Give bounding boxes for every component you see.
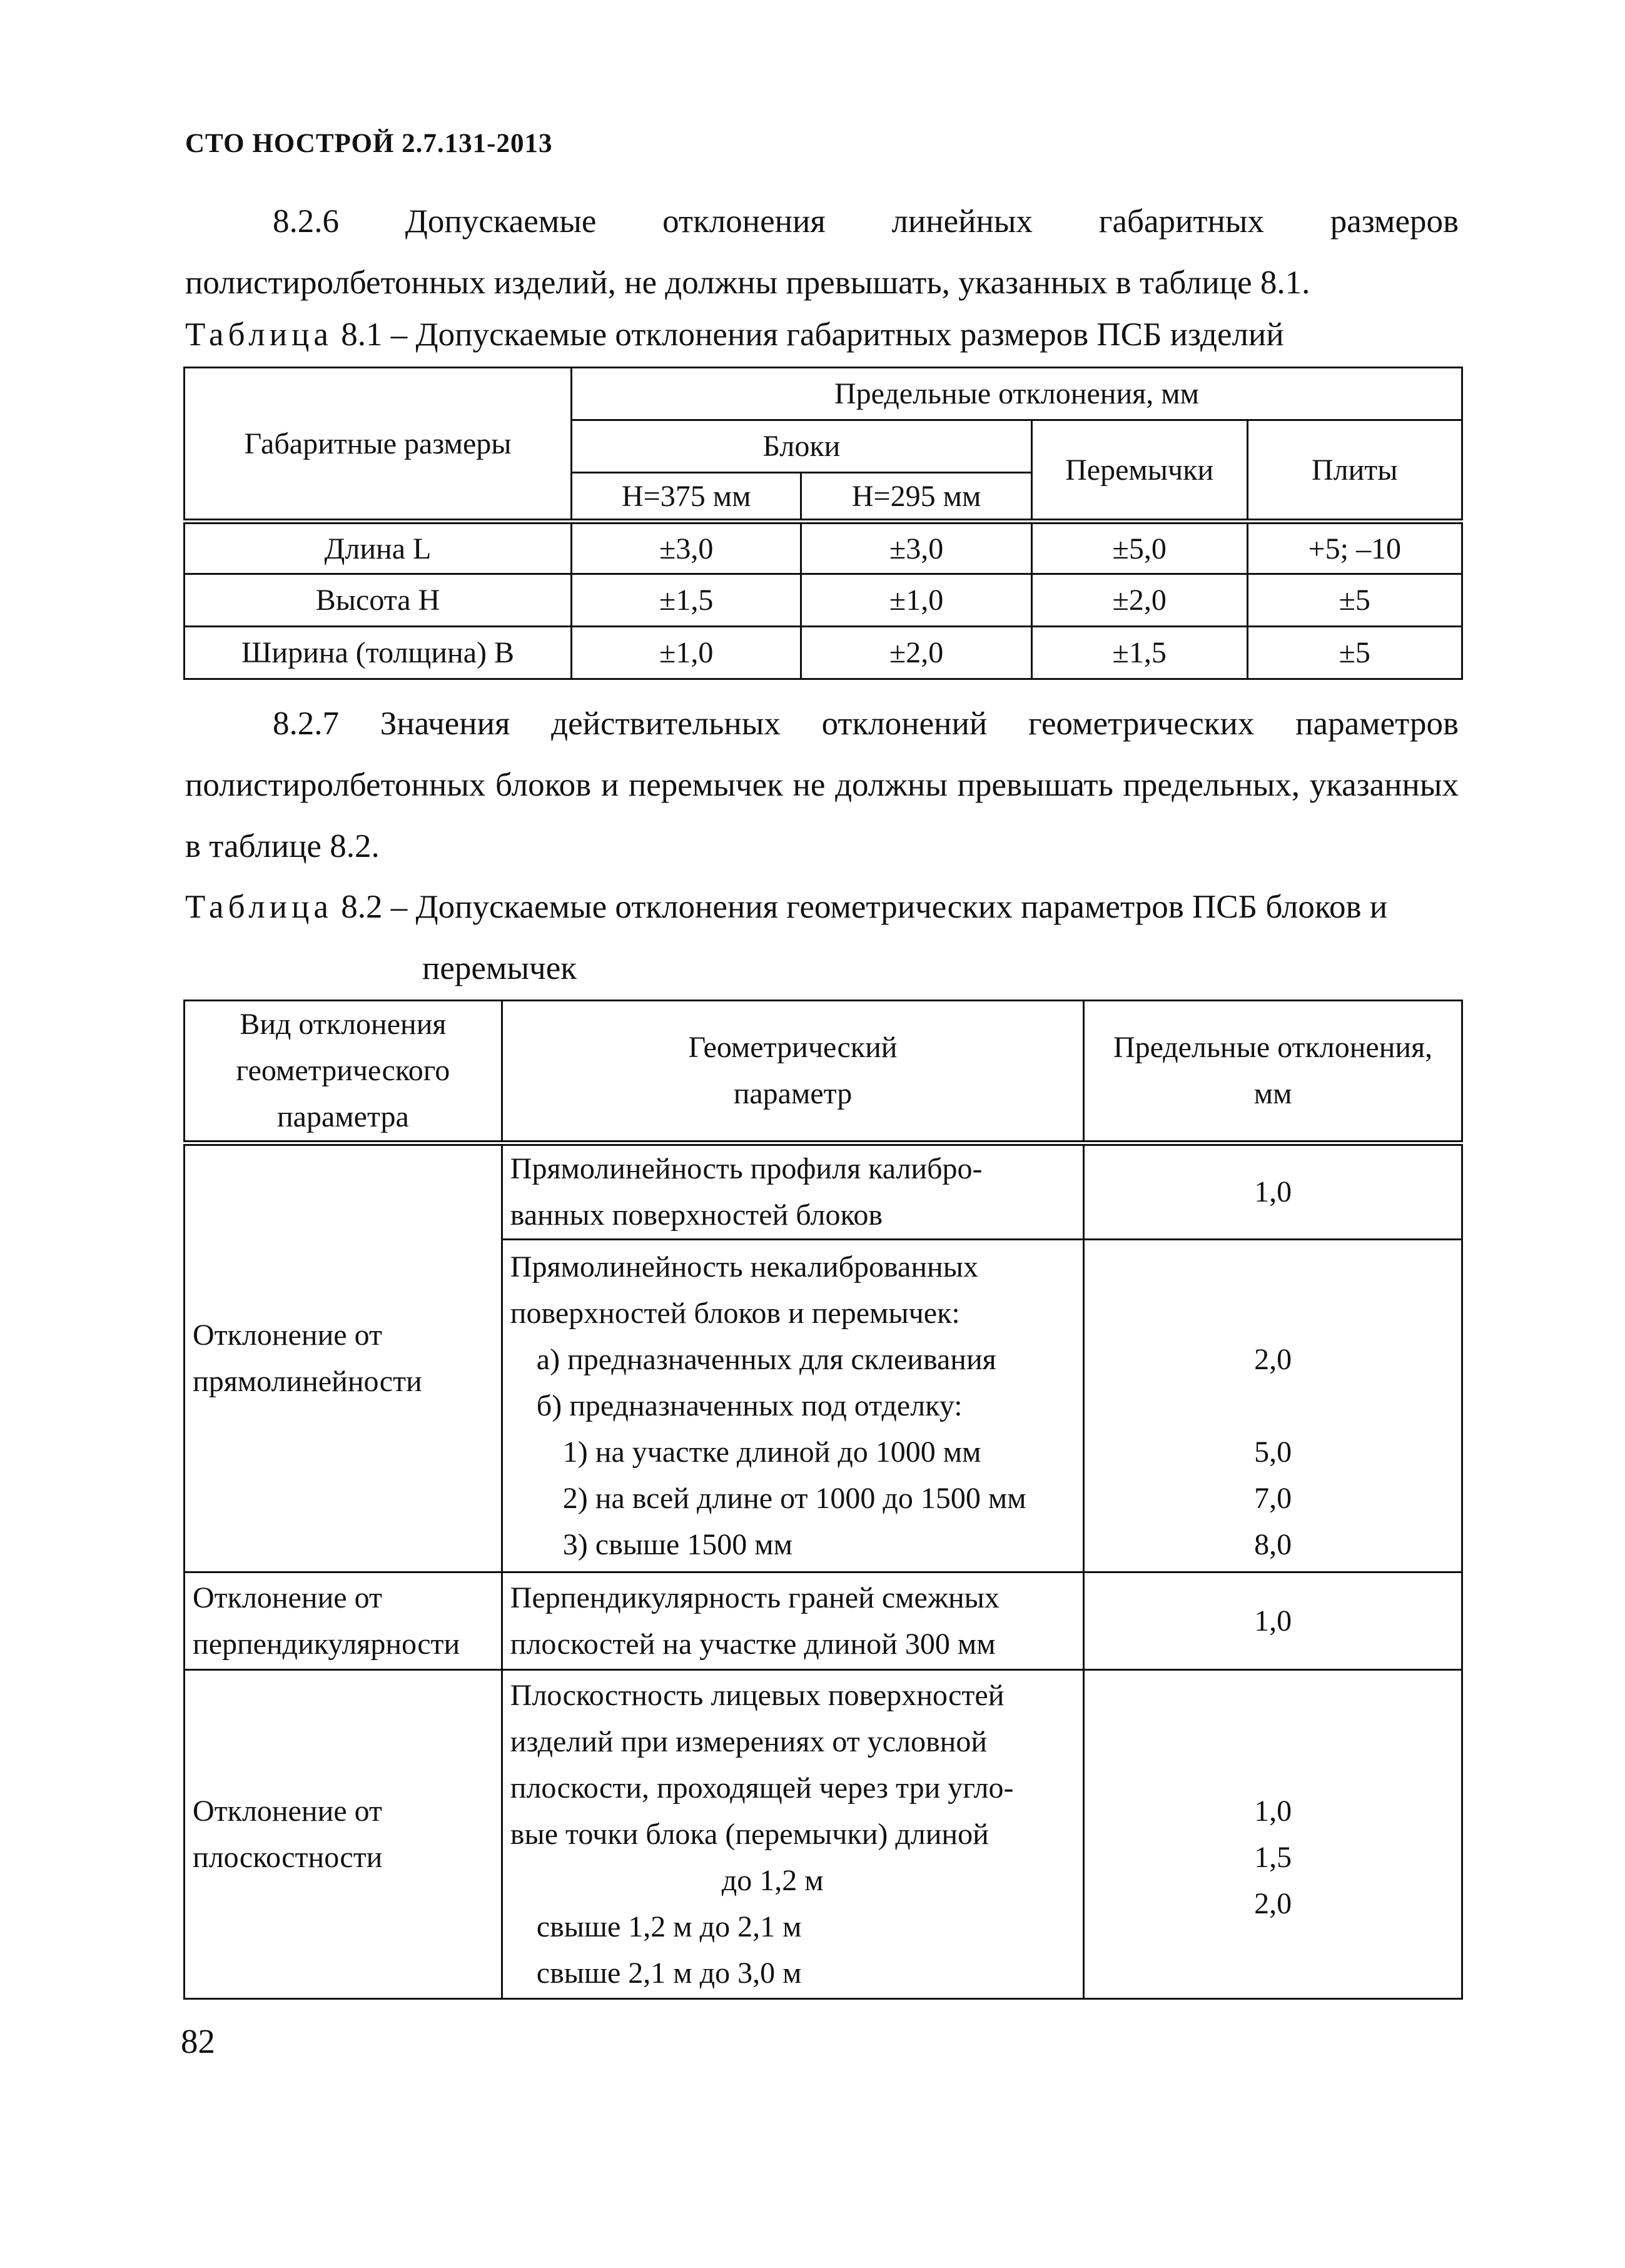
table-cell: ±3,0 bbox=[801, 522, 1031, 574]
header-limit: Предельные отклонения, мм bbox=[1084, 1001, 1462, 1143]
param-calibrated: Прямолинейность профиля калибро- ванных поверхностей блоков bbox=[502, 1143, 1083, 1240]
table-cell: ±2,0 bbox=[1031, 574, 1247, 627]
table-cell: ±1,5 bbox=[572, 574, 801, 627]
header-h375: Н=375 мм bbox=[572, 473, 801, 522]
param-flatness: Плоскостность лицевых поверхностей изделий при измерениях от условной плоскости, проходящей через три угло- вые точки блока (перемычки) длиной до 1,2 м свыше 1,2 м до 2,1 м свыше 2,1 м до 3,0 м bbox=[502, 1670, 1083, 1999]
header-sizes: Габаритные размеры bbox=[185, 368, 572, 522]
page-number: 82 bbox=[181, 2022, 215, 2060]
header-h295: Н=295 мм bbox=[801, 473, 1031, 522]
table-cell: +5; –10 bbox=[1247, 522, 1462, 574]
header-deviation-type: Вид отклонения геометрического параметра bbox=[185, 1001, 502, 1143]
header-parameter: Геометрический параметр bbox=[502, 1001, 1083, 1143]
table-cell: ±1,0 bbox=[572, 627, 801, 679]
document-header: СТО НОСТРОЙ 2.7.131-2013 bbox=[185, 129, 553, 158]
table-8-1-caption: Таблица 8.1 – Допускаемые отклонения габаритных размеров ПСБ изделий bbox=[185, 316, 1284, 353]
header-lintels: Перемычки bbox=[1031, 420, 1247, 522]
table-row bbox=[185, 1572, 1462, 1670]
value-cell: 1,0 bbox=[1084, 1572, 1462, 1670]
paragraph-8-2-6: 8.2.6 Допускаемые отклонения линейных габаритных размеров полистиролбетонных изделий, не должны превышать, указанных в таблице 8.1. bbox=[185, 203, 1459, 301]
table-row bbox=[185, 1143, 1462, 1240]
row-label: Длина L bbox=[185, 522, 572, 574]
param-perpendicularity: Перпендикулярность граней смежных плоскостей на участке длиной 300 мм bbox=[502, 1572, 1083, 1670]
table-8-2-caption: Таблица 8.2 – Допускаемые отклонения геометрических параметров ПСБ блоков и bbox=[185, 889, 1388, 925]
paragraph-8-2-7: 8.2.7 Значения действительных отклонений геометрических параметров полистиролбетонных блоков и перемычек не должны превышать предельных, указанных в таблице 8.2. bbox=[185, 706, 1459, 864]
table-cell: ±3,0 bbox=[572, 522, 801, 574]
value-cell: 2,0 5,0 7,0 8,0 bbox=[1084, 1240, 1462, 1572]
type-flatness: Отклонение от плоскостности bbox=[185, 1670, 502, 1999]
table-8-2 bbox=[183, 1000, 1463, 2000]
table-row bbox=[185, 574, 1462, 627]
table-cell: ±1,0 bbox=[801, 574, 1031, 627]
table-cell: ±2,0 bbox=[801, 627, 1031, 679]
row-label: Ширина (толщина) В bbox=[185, 627, 572, 679]
header-plates: Плиты bbox=[1247, 420, 1462, 522]
table-row bbox=[185, 1670, 1462, 1999]
header-limits: Предельные отклонения, мм bbox=[572, 368, 1462, 420]
header-blocks: Блоки bbox=[572, 420, 1032, 473]
table-row bbox=[185, 627, 1462, 679]
value-cell: 1,0 bbox=[1084, 1143, 1462, 1240]
value-cell: 1,0 1,5 2,0 bbox=[1084, 1670, 1462, 1999]
row-label: Высота Н bbox=[185, 574, 572, 627]
table-cell: ±1,5 bbox=[1031, 627, 1247, 679]
type-perpendicularity: Отклонение от перпендикулярности bbox=[185, 1572, 502, 1670]
param-uncalibrated: Прямолинейность некалиброванных поверхностей блоков и перемычек: а) предназначенных для склеивания б) предназначенных под отделку: 1) на участке длиной до 1000 мм 2) на всей длине от 1000 до 1500 мм 3) свыше 1500 мм bbox=[502, 1240, 1083, 1572]
table-cell: ±5 bbox=[1247, 574, 1462, 627]
table-8-2-caption-line2: перемычек bbox=[422, 950, 577, 986]
table-cell: ±5,0 bbox=[1031, 522, 1247, 574]
type-straightness: Отклонение от прямолинейности bbox=[185, 1143, 502, 1572]
table-cell: ±5 bbox=[1247, 627, 1462, 679]
table-row bbox=[185, 522, 1462, 574]
table-8-1 bbox=[183, 367, 1463, 680]
